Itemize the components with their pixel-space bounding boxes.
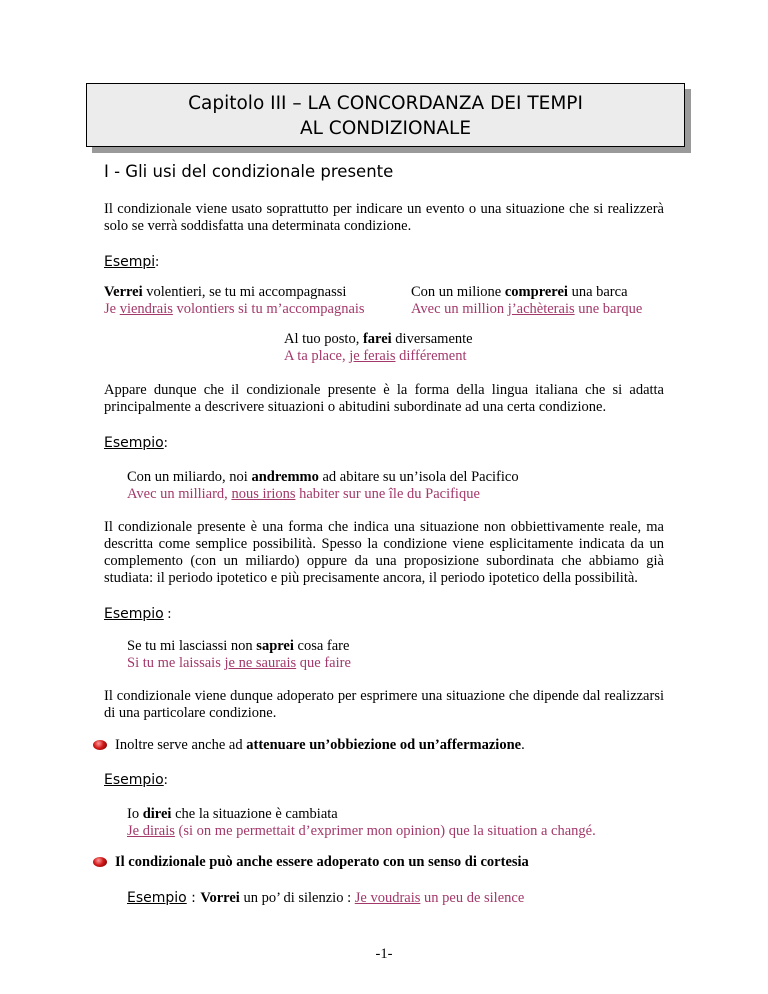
example-label: Esempio:	[104, 435, 168, 451]
paragraph-3: Il condizionale presente è una forma che indica una situazione non obbiettivamente reale, ma descritta come semplice possibilità. Spesso la condizione viene esplicitamente indicata da un complemento (con un miliardo) oppure da una proposizione subordinata che abbiamo già studiata: il periodo ipotetico e più precisamente ancora, il periodo ipotetico della possibilità.	[104, 519, 664, 586]
example-2: Con un milione comprerei una barca Avec un million j’achèterais une barque	[411, 284, 643, 317]
example-label: Esempio:	[104, 772, 168, 788]
paragraph-2: Appare dunque che il condizionale presente è la forma della lingua italiana che si adatta principalmente a descrivere situazioni o abitudini subordinate ad una certa condizione.	[104, 382, 664, 415]
paragraph-4: Il condizionale viene dunque adoperato per esprimere una situazione che dipende dal realizzarsi di una particolare condizione.	[104, 688, 664, 721]
examples-label: Esempi:	[104, 254, 160, 270]
example-5: Se tu mi lasciassi non saprei cosa fare Si tu me laissais je ne saurais que faire	[127, 638, 351, 671]
example-label: Esempio :	[104, 606, 172, 622]
example-7: Esempio : Vorrei un po’ di silenzio : Je voudrais un peu de silence	[127, 890, 525, 906]
chapter-title-box	[86, 83, 685, 147]
example-1: Verrei volentieri, se tu mi accompagnassi Je viendrais volontiers si tu m’accompagnais	[104, 284, 365, 317]
page-number: -1-	[375, 946, 393, 962]
intro-paragraph: Il condizionale viene usato soprattutto per indicare un evento o una situazione che si realizzerà solo se verrà soddisfatta una determinata condizione.	[104, 201, 664, 234]
chapter-title-line2: AL CONDIZIONALE	[299, 118, 472, 139]
example-6: Io direi che la situazione è cambiata Je dirais (si on me permettait d’exprimer mon opinion) que la situation a changé.	[127, 806, 596, 839]
section-heading: I - Gli usi del condizionale presente	[104, 162, 394, 181]
example-4: Con un miliardo, noi andremmo ad abitare su un’isola del Pacifico Avec un milliard, nous irions habiter sur une île du Pacifique	[127, 469, 519, 502]
red-bullet-icon	[93, 740, 107, 750]
bullet-item-1: Inoltre serve anche ad attenuare un’obbiezione od un’affermazione.	[93, 737, 525, 754]
red-bullet-icon	[93, 857, 107, 867]
chapter-title-line1: Capitolo III – LA CONCORDANZA DEI TEMPI	[188, 93, 583, 114]
bullet-item-2: Il condizionale può anche essere adoperato con un senso di cortesia	[93, 854, 529, 871]
example-3: Al tuo posto, farei diversamente A ta place, je ferais différement	[284, 331, 473, 364]
